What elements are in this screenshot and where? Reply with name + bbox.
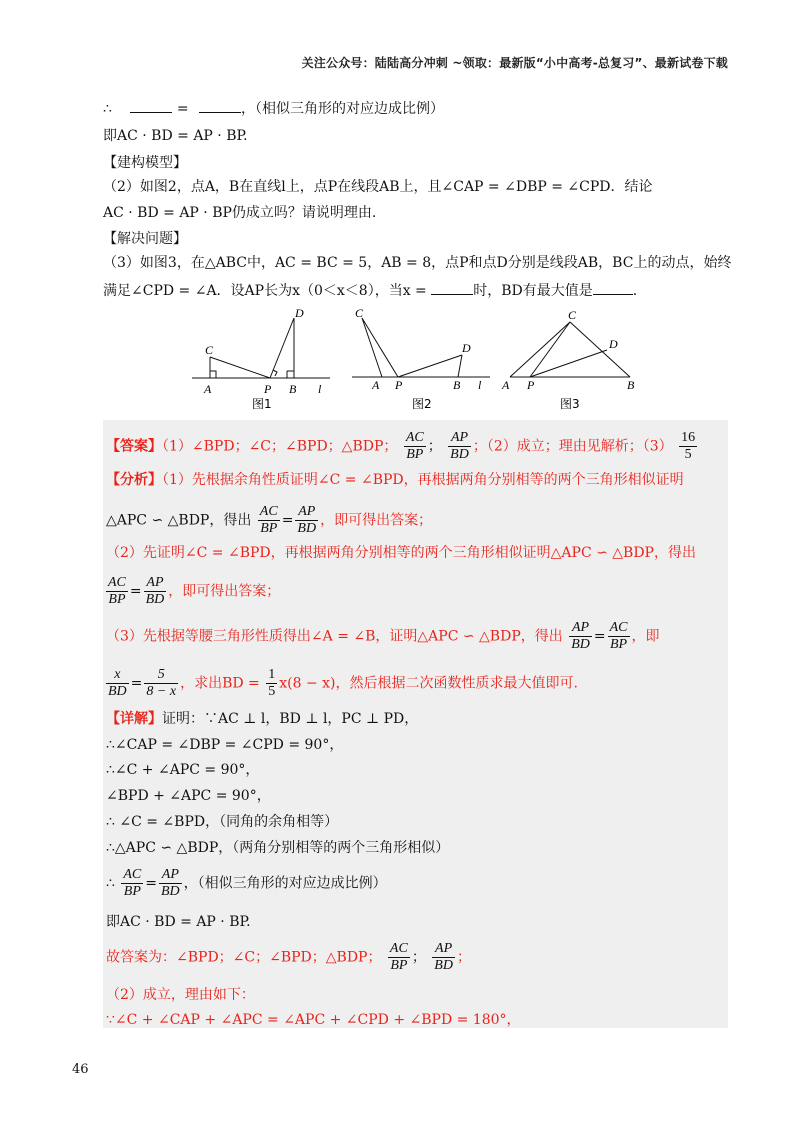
denominator: 5 xyxy=(268,684,276,699)
detail-note: （两角分别相等的两个三角形相似） xyxy=(232,840,450,856)
fraction xyxy=(388,941,410,974)
numerator: AC xyxy=(259,504,278,519)
detail-line11: ∵∠C + ∠CAP + ∠APC = ∠APC + ∠CPD + ∠BPD = 180°， xyxy=(106,1012,521,1028)
geometry-figures xyxy=(190,305,660,415)
q1-conclusion: 即AC · BD = AP · BP. xyxy=(103,128,248,144)
detail-text: ∴ ∠C = ∠BPD， xyxy=(106,814,220,830)
numerator: AP xyxy=(159,867,182,884)
fraction xyxy=(608,620,630,653)
fig1-label-p: P xyxy=(264,382,272,396)
fraction xyxy=(295,504,318,537)
fig1-label-a: A xyxy=(204,382,212,396)
detail-text: ∴△APC ∽ △BDP， xyxy=(106,840,233,856)
numerator: AC xyxy=(389,941,408,956)
analysis-text: x(8 − x)，然后根据二次函数性质求最大值即可. xyxy=(279,675,578,692)
fig2-label-l: l xyxy=(478,378,482,392)
numerator: AP xyxy=(569,620,592,637)
numerator: AP xyxy=(295,504,318,521)
denominator: BD xyxy=(297,521,317,536)
q1-tail-line1: ∴ = ，（相似三角形的对应边成比例） xyxy=(103,98,444,119)
numerator: AC xyxy=(108,575,126,590)
fraction xyxy=(121,867,143,900)
numerator: AC xyxy=(123,867,142,882)
q2-line2: AC · BD = AP · BP仍成立吗？请说明理由. xyxy=(103,205,377,221)
fraction xyxy=(106,575,128,608)
fraction xyxy=(569,620,592,653)
analysis-text: ，即 xyxy=(631,628,660,645)
detail-line7: ∴ $\frac{AC}{BP}$ = $\frac{AP}{BD}$ ，（相似三角形的对应边成比例） xyxy=(106,867,387,899)
detail-text: 故答案为：∠BPD；∠C；∠BPD；△BDP； xyxy=(106,949,382,966)
fraction xyxy=(432,941,455,974)
fig1-label-b: B xyxy=(289,382,297,396)
answer-blank xyxy=(199,98,241,113)
numerator: AP xyxy=(432,941,455,958)
detail-line5 xyxy=(106,812,338,832)
fig1-label-d: D xyxy=(295,306,304,320)
q3-text-a: 满足∠CPD = ∠A．设AP长为x（0＜x＜8），当x = xyxy=(103,283,427,299)
analysis-text: （1）先根据余角性质证明∠C = ∠BPD，再根据两角分别相等的两个三角形相似证明 xyxy=(162,472,684,488)
fig3-label-c: C xyxy=(568,308,577,322)
fraction xyxy=(144,575,167,608)
analysis-text: ，即可得出答案； xyxy=(168,583,281,600)
detail-text: 证明：∵AC ⊥ l，BD ⊥ l，PC ⊥ PD， xyxy=(162,711,419,727)
fraction xyxy=(266,667,277,700)
numerator: AP xyxy=(144,575,167,592)
fig3-label-a: A xyxy=(502,378,510,392)
fraction xyxy=(258,504,280,537)
denominator: 8 − x xyxy=(146,684,177,699)
denominator: BD xyxy=(571,637,590,652)
numerator: x xyxy=(106,667,129,684)
numerator: AC xyxy=(609,620,628,635)
equals-sign: = xyxy=(176,101,189,117)
fig2-label-a: A xyxy=(372,378,380,392)
fraction xyxy=(404,430,426,463)
denominator: BD xyxy=(145,592,165,607)
analysis-tag: 【分析】 xyxy=(106,472,162,488)
fig3-label-p: P xyxy=(527,378,535,392)
analysis-text: ，即可得出答案； xyxy=(320,512,433,529)
fig2-label-p: P xyxy=(395,378,403,392)
page-header: 关注公众号：陆陆高分冲刺 ~领取：最新版“小中高考-总复习”、最新试卷下载 xyxy=(301,56,728,70)
answer-line: 【答案】（1）∠BPD；∠C；∠BPD；△BDP； $\frac{AC}{BP}$ ； $\frac{AP}{BD}$ ；（2）成立；理由见解析；（3） $\frac{16}{5}$ xyxy=(106,430,696,462)
denominator: BP xyxy=(108,592,126,607)
denominator: BD xyxy=(108,684,127,699)
analysis-line6: $\frac{x}{BD}$ = $\frac{5}{8 - x}$ ，求出BD = $\frac{1}{5}$ x(8 − x)，然后根据二次函数性质求最大值即可. xyxy=(108,667,578,699)
page-number: 46 xyxy=(72,1062,89,1077)
analysis-text: △APC ∽ △BDP，得出 xyxy=(106,512,252,529)
fig1-label-l: l xyxy=(318,382,322,396)
detail-note: ，（相似三角形的对应边成比例） xyxy=(183,875,387,892)
fig1-label-c: C xyxy=(205,343,214,357)
numerator: 1 xyxy=(268,667,276,682)
detail-line9: 故答案为：∠BPD；∠C；∠BPD；△BDP； $\frac{AC}{BP}$ ； $\frac{AP}{BD}$ ； xyxy=(106,941,471,973)
detail-line1 xyxy=(106,709,418,729)
denominator: BP xyxy=(260,521,278,536)
analysis-line5: （3）先根据等腰三角形性质得出∠A = ∠B，证明△APC ∽ △BDP，得出 $\frac{AP}{BD}$ = $\frac{AC}{BP}$ ，即 xyxy=(106,620,660,652)
detail-line10: （2）成立，理由如下： xyxy=(106,987,255,1003)
fig1-caption: 图1 xyxy=(252,397,272,411)
analysis-text: ，求出BD = xyxy=(180,675,260,692)
numerator: AC xyxy=(405,430,424,445)
answer-tag: 【答案】 xyxy=(106,438,162,455)
denominator: BP xyxy=(390,958,408,973)
q3-line2 xyxy=(103,280,637,301)
detail-line6 xyxy=(106,838,449,858)
detail-note: （同角的余角相等） xyxy=(219,814,339,830)
fig2-label-d: D xyxy=(462,341,471,355)
denominator: BP xyxy=(123,884,141,899)
q3-text-b: 时，BD有最大值是 xyxy=(473,283,593,299)
detail-tag: 【详解】 xyxy=(106,711,162,727)
answer-blank xyxy=(431,280,473,295)
therefore-symbol: ∴ xyxy=(103,101,112,117)
fig2-caption: 图2 xyxy=(412,397,432,411)
section-solve-problem: 【解决问题】 xyxy=(103,231,187,247)
fig3-label-b: B xyxy=(627,378,635,392)
fig3-label-d: D xyxy=(609,337,618,351)
fraction xyxy=(106,667,129,700)
analysis-text: （3）先根据等腰三角形性质得出∠A = ∠B，证明△APC ∽ △BDP，得出 xyxy=(106,628,563,645)
q2-line1: （2）如图2，点A，B在直线l上，点P在线段AB上，且∠CAP = ∠DBP = ∠CPD．结论 xyxy=(103,179,653,195)
denominator: BP xyxy=(610,637,628,652)
fraction xyxy=(679,430,697,463)
numerator: 16 xyxy=(681,430,696,445)
q3-line1: （3）如图3，在△ABC中，AC = BC = 5，AB = 8，点P和点D分别是线段AB，BC上的动点，始终 xyxy=(103,255,732,271)
detail-line3: ∴∠C + ∠APC = 90°， xyxy=(106,762,260,778)
fraction xyxy=(144,667,178,700)
denominator: BD xyxy=(434,958,453,973)
denominator: BD xyxy=(450,447,469,462)
fig2-label-c: C xyxy=(355,306,364,320)
answer-text-2: ；（2）成立；理由见解析；（3） xyxy=(472,438,673,455)
denominator: BD xyxy=(161,884,180,899)
analysis-line2: △APC ∽ △BDP，得出 $\frac{AC}{BP}$ = $\frac{AP}{BD}$ ，即可得出答案； xyxy=(106,504,433,536)
fig2-label-b: B xyxy=(453,378,461,392)
analysis-line1 xyxy=(106,470,684,490)
analysis-line4: $\frac{AC}{BP}$ = $\frac{AP}{BD}$ ，即可得出答案； xyxy=(108,575,281,607)
denominator: 5 xyxy=(684,447,692,462)
answer-blank xyxy=(593,280,633,295)
detail-line8: 即AC · BD = AP · BP. xyxy=(106,914,251,930)
section-build-model: 【建构模型】 xyxy=(103,155,187,171)
fraction xyxy=(448,430,471,463)
detail-line2: ∴∠CAP = ∠DBP = ∠CPD = 90°， xyxy=(106,737,344,753)
denominator: BP xyxy=(406,447,424,462)
q1-note: （相似三角形的对应边成比例） xyxy=(255,101,445,117)
numerator: 5 xyxy=(144,667,178,684)
numerator: AP xyxy=(448,430,471,447)
fraction xyxy=(159,867,182,900)
q3-text-c: . xyxy=(632,283,638,299)
answer-text-1: （1）∠BPD；∠C；∠BPD；△BDP； xyxy=(162,438,398,455)
answer-blank xyxy=(130,98,172,113)
analysis-line3: （2）先证明∠C = ∠BPD，再根据两角分别相等的两个三角形相似证明△APC ∽ △BDP，得出 xyxy=(106,545,696,561)
fig3-caption: 图3 xyxy=(560,397,580,411)
detail-line4: ∠BPD + ∠APC = 90°， xyxy=(106,788,271,804)
